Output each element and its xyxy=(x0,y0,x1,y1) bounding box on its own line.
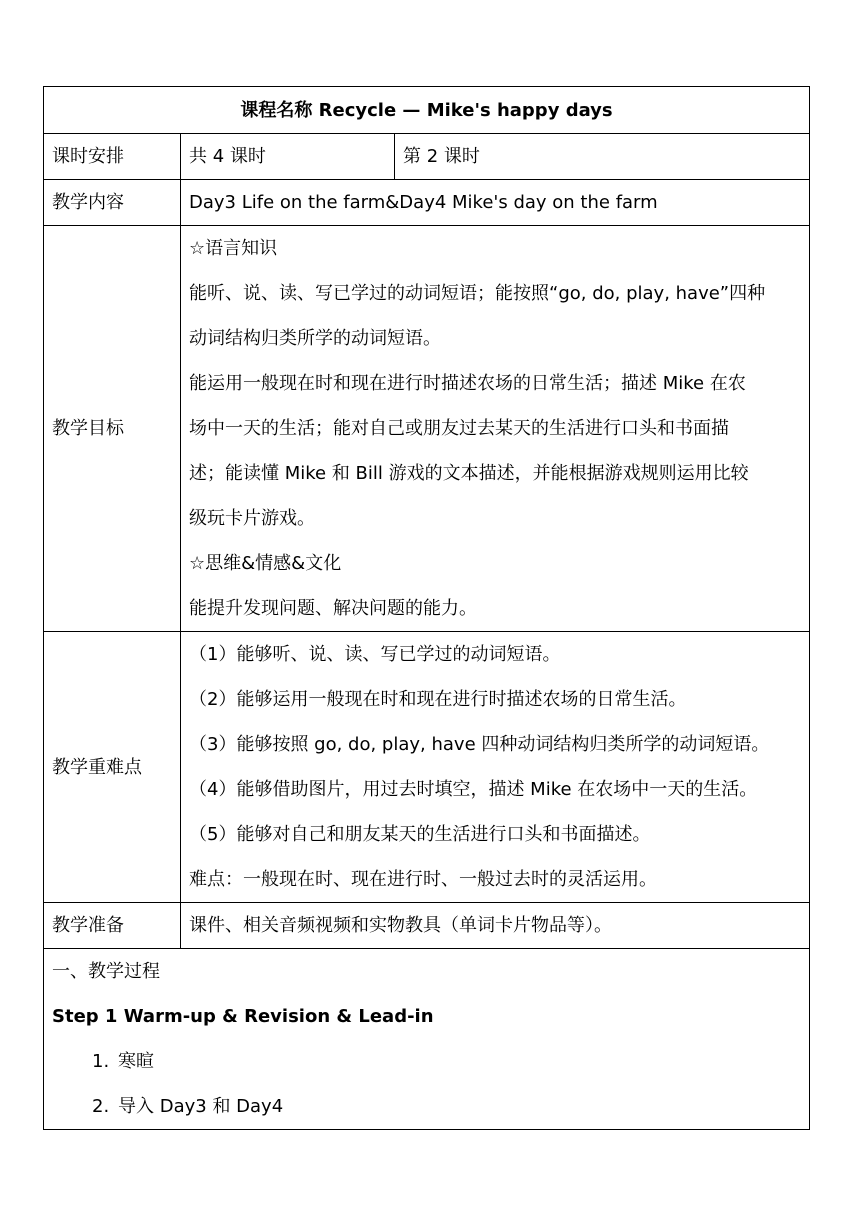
objectives-line: 能提升发现问题、解决问题的能力。 xyxy=(189,598,477,619)
lesson-plan-table xyxy=(43,86,810,1130)
schedule-current: 第 2 课时 xyxy=(395,134,810,180)
item-text: 导入 Day3 和 Day4 xyxy=(118,1096,284,1117)
schedule-row xyxy=(44,134,810,180)
objectives-row xyxy=(44,226,810,632)
process-body xyxy=(44,949,810,1130)
process-item xyxy=(52,1084,801,1129)
objectives-line: ☆思维&情感&文化 xyxy=(189,553,342,574)
course-title: 课程名称 Recycle — Mike's happy days xyxy=(44,87,810,134)
keypoint-line: （2）能够运用一般现在时和现在进行时描述农场的日常生活。 xyxy=(189,689,687,710)
objectives-line: 场中一天的生活；能对自己或朋友过去某天的生活进行口头和书面描 xyxy=(189,418,729,439)
keypoint-line: （4）能够借助图片，用过去时填空，描述 Mike 在农场中一天的生活。 xyxy=(189,779,758,800)
keypoints-label: 教学重难点 xyxy=(44,632,181,903)
process-item xyxy=(52,1039,801,1084)
schedule-total: 共 4 课时 xyxy=(181,134,395,180)
objectives-body xyxy=(181,226,810,632)
keypoint-line: （1）能够听、说、读、写已学过的动词短语。 xyxy=(189,644,561,665)
objectives-line: ☆语言知识 xyxy=(189,238,278,259)
preparation-value: 课件、相关音频视频和实物教具（单词卡片物品等）。 xyxy=(181,903,810,949)
objectives-line: 述；能读懂 Mike 和 Bill 游戏的文本描述，并能根据游戏规则运用比较 xyxy=(189,463,749,484)
preparation-row xyxy=(44,903,810,949)
objectives-label: 教学目标 xyxy=(44,226,181,632)
process-row xyxy=(44,949,810,1130)
content-label: 教学内容 xyxy=(44,180,181,226)
item-number: 2. xyxy=(92,1096,110,1117)
content-value: Day3 Life on the farm&Day4 Mike's day on the farm xyxy=(181,180,810,226)
process-heading: 一、教学过程 xyxy=(52,961,160,982)
objectives-line: 动词结构归类所学的动词短语。 xyxy=(189,328,441,349)
keypoints-body xyxy=(181,632,810,903)
keypoint-difficulty: 难点：一般现在时、现在进行时、一般过去时的灵活运用。 xyxy=(189,869,657,890)
keypoints-row xyxy=(44,632,810,903)
keypoint-line: （3）能够按照 go, do, play, have 四种动词结构归类所学的动词短语。 xyxy=(189,734,770,755)
item-text: 寒暄 xyxy=(118,1051,154,1072)
content-row xyxy=(44,180,810,226)
preparation-label: 教学准备 xyxy=(44,903,181,949)
objectives-line: 能运用一般现在时和现在进行时描述农场的日常生活；描述 Mike 在农 xyxy=(189,373,746,394)
step-heading: Step 1 Warm-up & Revision & Lead-in xyxy=(52,1006,434,1027)
title-row xyxy=(44,87,810,134)
schedule-label: 课时安排 xyxy=(44,134,181,180)
item-number: 1. xyxy=(92,1051,110,1072)
objectives-line: 级玩卡片游戏。 xyxy=(189,508,315,529)
objectives-line: 能听、说、读、写已学过的动词短语；能按照“go, do, play, have”四种 xyxy=(189,283,766,304)
keypoint-line: （5）能够对自己和朋友某天的生活进行口头和书面描述。 xyxy=(189,824,651,845)
